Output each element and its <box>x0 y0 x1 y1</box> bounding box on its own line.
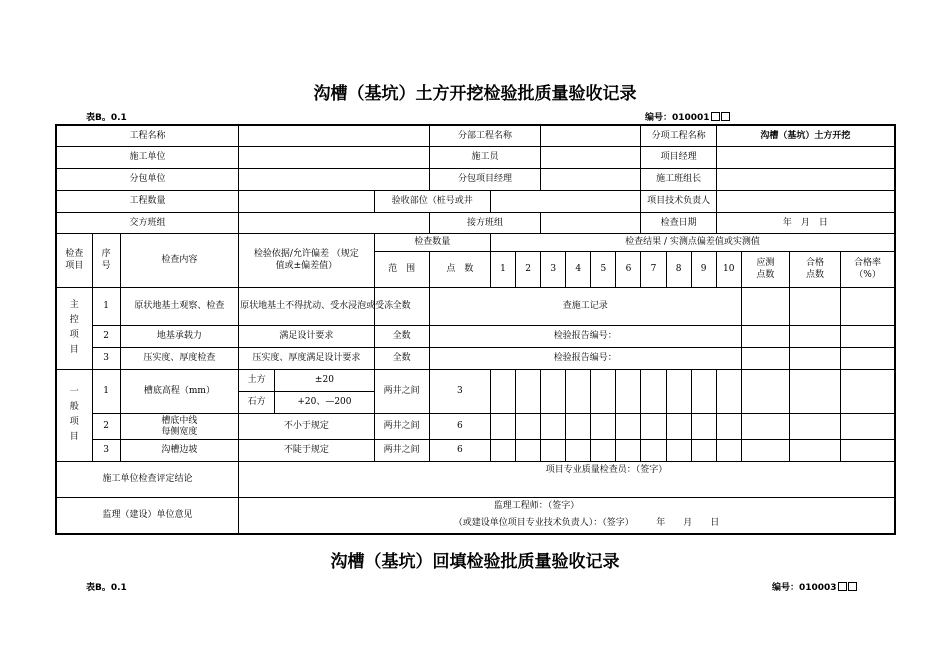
cell-measured[interactable] <box>741 413 789 439</box>
item-range: 两井之间 <box>374 439 429 461</box>
cell-result[interactable] <box>541 369 566 413</box>
value-project-name[interactable] <box>239 125 430 146</box>
row-supervision <box>56 497 895 534</box>
header-pass-rate: 合格率 （%） <box>841 251 895 287</box>
supervision-sign-1: 监理工程师：（签字） <box>493 501 580 512</box>
general-item-label: 一 般 项 目 <box>56 369 92 461</box>
cell-result[interactable] <box>666 369 691 413</box>
header-num: 2 <box>516 251 541 287</box>
cell-result[interactable] <box>716 413 741 439</box>
label-subcontract-manager: 分包项目经理 <box>429 168 540 190</box>
item-points: 6 <box>429 413 490 439</box>
item-content: 压实度、厚度检查 <box>120 347 238 369</box>
cell-result[interactable] <box>566 413 591 439</box>
item-basis: 不陡于规定 <box>239 439 374 461</box>
value-sub-project[interactable] <box>541 125 641 146</box>
row-handover <box>56 212 895 233</box>
item-basis: 不小于规定 <box>239 413 374 439</box>
row-conclusion <box>56 461 895 497</box>
cell-rate[interactable] <box>841 369 895 413</box>
table-row <box>56 287 895 325</box>
item-seq: 2 <box>92 413 120 439</box>
label-subcontract-unit: 分包单位 <box>56 168 239 190</box>
item-result: 检验报告编号： <box>429 325 741 347</box>
cell-result[interactable] <box>566 369 591 413</box>
supervision-area[interactable] <box>239 497 895 534</box>
cell-rate[interactable] <box>841 413 895 439</box>
label-team-leader: 施工班组长 <box>641 168 716 190</box>
cell-measured[interactable] <box>741 325 789 347</box>
cell-passed[interactable] <box>789 369 840 413</box>
header-basis: 检验依据/允许偏差 （规定 值或±偏差值） <box>239 233 374 287</box>
header-inspect-qty: 检查数量 <box>374 233 490 251</box>
row-quantity <box>56 190 895 212</box>
item-basis: ±20 <box>275 369 374 391</box>
item-subtype: 石方 <box>239 391 275 413</box>
header-seq: 序 号 <box>92 233 120 287</box>
label-project-name: 工程名称 <box>56 125 239 146</box>
cell-result[interactable] <box>490 369 515 413</box>
label-conclusion: 施工单位检查评定结论 <box>56 461 239 497</box>
row-project <box>56 125 895 146</box>
value-handover-team[interactable] <box>239 212 430 233</box>
cell-passed[interactable] <box>789 439 840 461</box>
cell-passed[interactable] <box>789 413 840 439</box>
value-construction-unit[interactable] <box>239 146 430 168</box>
cell-result[interactable] <box>666 439 691 461</box>
header-num: 9 <box>691 251 716 287</box>
item-range: 两井之间 <box>374 413 429 439</box>
table-row <box>56 413 895 439</box>
value-quantity[interactable] <box>239 190 374 212</box>
cell-result[interactable] <box>716 369 741 413</box>
document-title: 沟槽（基坑）土方开挖检验批质量验收记录 <box>313 84 637 104</box>
cell-result[interactable] <box>616 439 641 461</box>
cell-result[interactable] <box>516 439 541 461</box>
cell-result[interactable] <box>691 413 716 439</box>
cell-result[interactable] <box>516 413 541 439</box>
cell-result[interactable] <box>641 413 666 439</box>
row-subcontract <box>56 168 895 190</box>
header-num: 3 <box>541 251 566 287</box>
label-quantity: 工程数量 <box>56 190 239 212</box>
header-results: 检查结果 / 实测点偏差值或实测值 <box>490 233 895 251</box>
cell-measured[interactable] <box>741 347 789 369</box>
cell-passed[interactable] <box>789 325 840 347</box>
header-range: 范 围 <box>374 251 429 287</box>
cell-rate[interactable] <box>841 325 895 347</box>
item-basis: 满足设计要求 <box>239 325 374 347</box>
cell-measured[interactable] <box>741 439 789 461</box>
label-worker: 施工员 <box>429 146 540 168</box>
header-measured-points: 应测 点数 <box>741 251 789 287</box>
item-basis: +20、—200 <box>275 391 374 413</box>
cell-result[interactable] <box>691 439 716 461</box>
cell-result[interactable] <box>641 439 666 461</box>
item-seq: 2 <box>92 325 120 347</box>
cell-passed[interactable] <box>789 347 840 369</box>
row-construction <box>56 146 895 168</box>
cell-result[interactable] <box>666 413 691 439</box>
record-code: 编号：010001 <box>645 110 730 123</box>
item-range: 全数 <box>374 347 429 369</box>
header-num: 8 <box>666 251 691 287</box>
cell-rate[interactable] <box>841 347 895 369</box>
label-sub-project: 分部工程名称 <box>429 125 540 146</box>
label-item-project: 分项工程名称 <box>641 125 716 146</box>
supervision-sign-2: （或建设单位项目专业技术负责人）：（签字） 年 月 日 <box>453 518 720 529</box>
item-content: 原状地基土观察、检查 <box>120 287 238 325</box>
item-basis: 原状地基土不得扰动、受水浸泡或受冻 <box>239 287 374 325</box>
value-inspect-location[interactable] <box>490 190 640 212</box>
item-seq: 3 <box>92 439 120 461</box>
value-receive-team[interactable] <box>541 212 641 233</box>
header-num: 5 <box>591 251 616 287</box>
item-result: 查施工记录 <box>429 287 741 325</box>
cell-measured[interactable] <box>741 287 789 325</box>
item-seq: 3 <box>92 347 120 369</box>
value-project-manager[interactable] <box>716 146 895 168</box>
item-points: 3 <box>429 369 490 413</box>
inspection-record-table <box>55 124 896 535</box>
document-title-2: 沟槽（基坑）回填检验批质量验收记录 <box>330 552 620 572</box>
value-subcontract-unit[interactable] <box>239 168 430 190</box>
table-row <box>56 369 895 391</box>
table-number: 表B。0.1 <box>86 113 127 123</box>
cell-result[interactable] <box>516 369 541 413</box>
table-row <box>56 347 895 369</box>
table-number-2: 表B。0.1 <box>86 583 127 593</box>
cell-result[interactable] <box>641 369 666 413</box>
cell-result[interactable] <box>616 369 641 413</box>
value-tech-leader[interactable] <box>716 190 895 212</box>
header-num: 6 <box>616 251 641 287</box>
item-range: 全数 <box>374 287 429 325</box>
conclusion-sign: 项目专业质量检查员：（签字） <box>545 464 668 475</box>
item-range: 全数 <box>374 325 429 347</box>
header-num: 10 <box>716 251 741 287</box>
header-num: 4 <box>566 251 591 287</box>
item-content: 槽底中线 每侧宽度 <box>120 413 238 439</box>
header-points: 点 数 <box>429 251 490 287</box>
cell-result[interactable] <box>490 413 515 439</box>
cell-result[interactable] <box>691 369 716 413</box>
table-row <box>56 325 895 347</box>
cell-passed[interactable] <box>789 287 840 325</box>
label-tech-leader: 项目技术负责人 <box>641 190 716 212</box>
label-inspect-location: 验收部位（桩号或井 <box>374 190 490 212</box>
label-inspect-date: 检查日期 <box>641 212 716 233</box>
item-range: 两井之间 <box>374 369 429 413</box>
item-seq: 1 <box>92 287 120 325</box>
label-project-manager: 项目经理 <box>641 146 716 168</box>
label-supervision: 监理（建设）单位意见 <box>56 497 239 534</box>
item-seq: 1 <box>92 369 120 413</box>
item-points: 6 <box>429 439 490 461</box>
cell-result[interactable] <box>591 369 616 413</box>
item-result: 检验报告编号： <box>429 347 741 369</box>
record-code-2: 编号：010003 <box>772 580 857 593</box>
main-control-label: 主 控 项 目 <box>56 287 92 369</box>
cell-result[interactable] <box>616 413 641 439</box>
value-team-leader[interactable] <box>716 168 895 190</box>
value-item-project: 沟槽（基坑）土方开挖 <box>716 125 895 146</box>
conclusion-area[interactable] <box>239 461 895 497</box>
header-row-1 <box>56 233 895 251</box>
cell-result[interactable] <box>541 439 566 461</box>
table-row <box>56 439 895 461</box>
cell-result[interactable] <box>716 439 741 461</box>
header-category: 检查 项目 <box>56 233 92 287</box>
label-construction-unit: 施工单位 <box>56 146 239 168</box>
item-content: 地基承载力 <box>120 325 238 347</box>
value-worker[interactable] <box>541 146 641 168</box>
header-passed-points: 合格 点数 <box>789 251 840 287</box>
cell-rate[interactable] <box>841 287 895 325</box>
cell-result[interactable] <box>566 439 591 461</box>
label-handover-team: 交方班组 <box>56 212 239 233</box>
item-basis: 压实度、厚度满足设计要求 <box>239 347 374 369</box>
cell-result[interactable] <box>541 413 566 439</box>
value-inspect-date: 年 月 日 <box>716 212 895 233</box>
item-subtype: 土方 <box>239 369 275 391</box>
item-content: 槽底高程（mm） <box>120 369 238 413</box>
value-subcontract-manager[interactable] <box>541 168 641 190</box>
item-content: 沟槽边坡 <box>120 439 238 461</box>
header-num: 7 <box>641 251 666 287</box>
cell-result[interactable] <box>591 413 616 439</box>
label-receive-team: 接方班组 <box>429 212 540 233</box>
header-num: 1 <box>490 251 515 287</box>
cell-measured[interactable] <box>741 369 789 413</box>
cell-result[interactable] <box>591 439 616 461</box>
cell-result[interactable] <box>490 439 515 461</box>
cell-rate[interactable] <box>841 439 895 461</box>
header-content: 检查内容 <box>120 233 238 287</box>
